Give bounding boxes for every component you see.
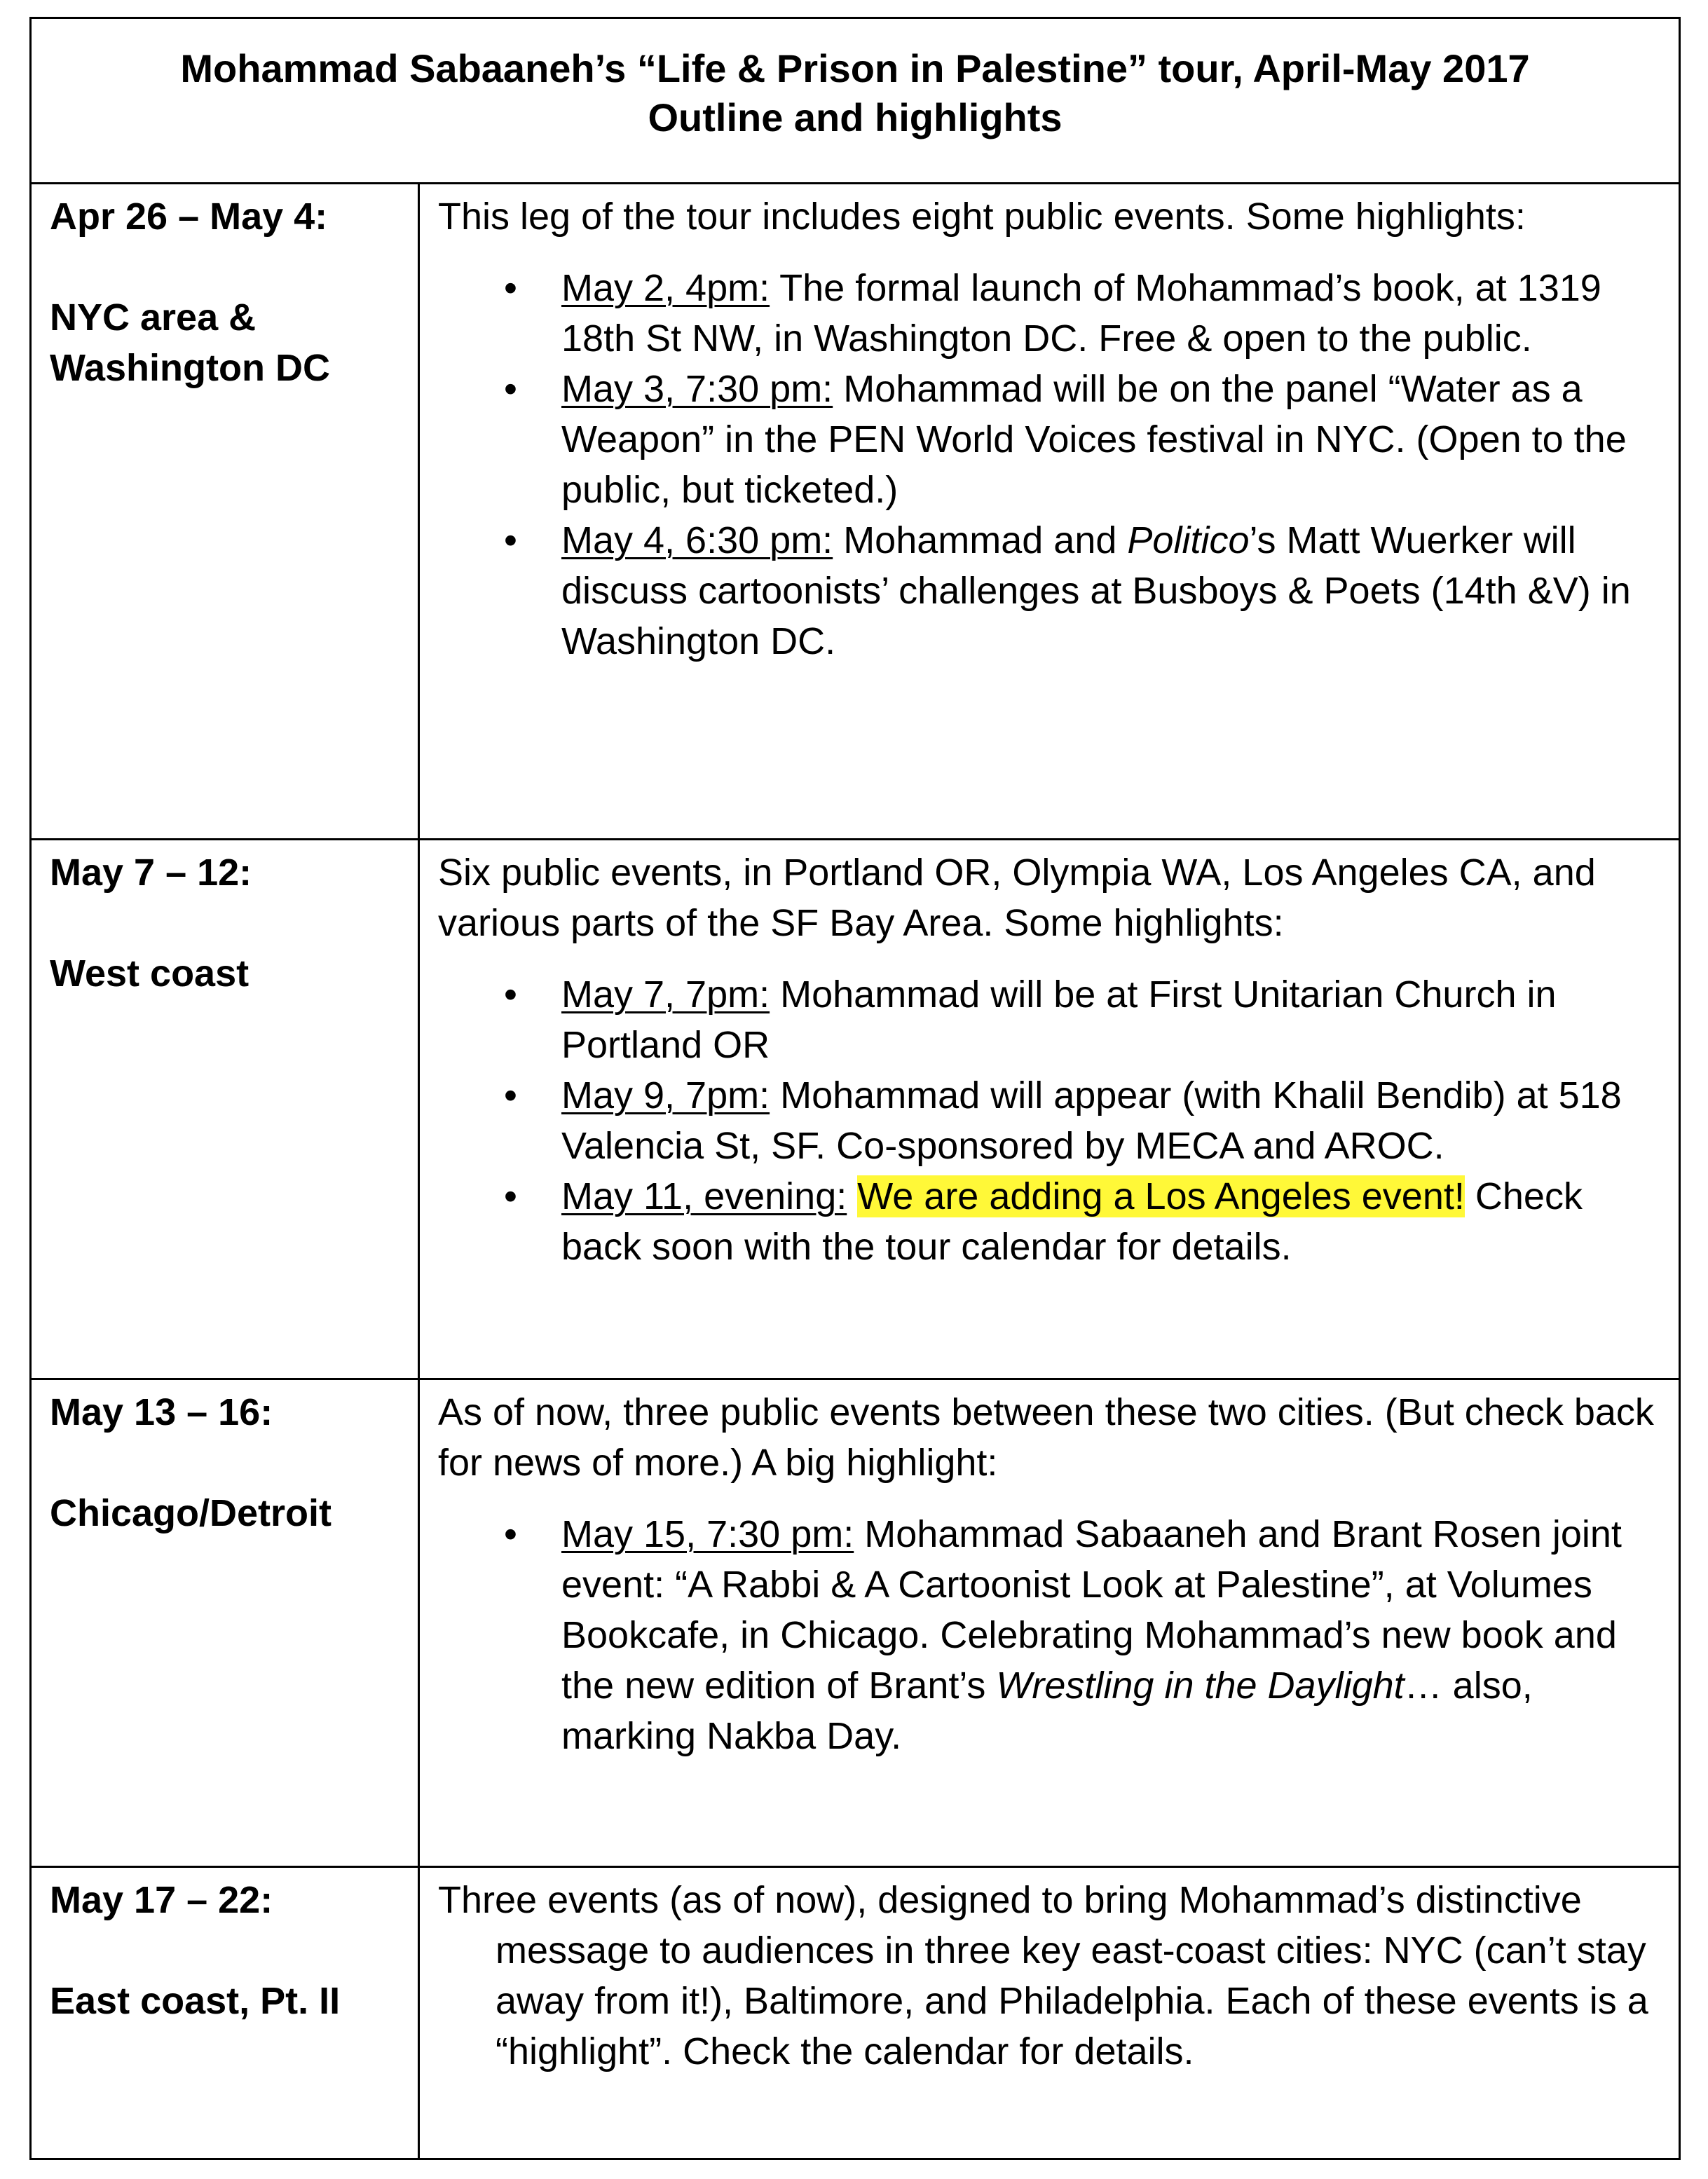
highlighted-announcement: We are adding a Los Angeles event!: [857, 1175, 1465, 1217]
event-datetime: May 3, 7:30 pm:: [561, 368, 833, 410]
leg-date-range: May 13 – 16:: [50, 1391, 273, 1433]
event-text: Check back soon with the tour calendar for details.: [561, 1175, 1583, 1268]
tour-leg-row: [32, 1380, 1679, 1868]
event-item: [438, 263, 1658, 364]
event-datetime: May 7, 7pm:: [561, 974, 770, 1016]
leg-description-cell: [420, 1868, 1679, 2158]
event-text: Mohammad Sabaaneh and Brant Rosen joint event: “A Rabbi & A Cartoonist Look at Palestine”, at Volumes Bookcafe, in Chicago. Celebrating Mohammad’s new book and the new edition of Brant’s: [561, 1513, 1622, 1707]
leg-date-range: Apr 26 – May 4:: [50, 196, 328, 238]
event-datetime: May 2, 4pm:: [561, 267, 770, 309]
bullet-icon: •: [504, 974, 517, 1016]
leg-date-cell: [32, 840, 420, 1378]
bullet-icon: •: [504, 267, 517, 309]
bullet-icon: •: [504, 368, 517, 410]
leg-date-range: May 17 – 22:: [50, 1879, 273, 1921]
event-datetime: May 9, 7pm:: [561, 1074, 770, 1116]
event-item: [438, 515, 1658, 667]
leg-date-cell: [32, 1868, 420, 2158]
leg-intro: Three events (as of now), designed to bring Mohammad’s distinctive message to audiences in three key east-coast cities: NYC (can’t stay away from it!), Baltimore, and Philadelphia. Each of these events is a “highlight”. Check the calendar for details.: [438, 1879, 1648, 2072]
event-item: [438, 1171, 1658, 1272]
tour-outline-table: [29, 17, 1681, 2160]
leg-date-cell: [32, 184, 420, 838]
leg-location: Chicago/Detroit: [50, 1492, 332, 1534]
leg-location: NYC area & Washington DC: [50, 296, 330, 389]
publication-name: Politico: [1127, 519, 1250, 561]
title-line-2: Outline and highlights: [648, 95, 1063, 139]
title-line-1: Mohammad Sabaaneh’s “Life & Prison in Palestine” tour, April-May 2017: [180, 46, 1530, 90]
bullet-icon: •: [504, 1175, 517, 1217]
event-text: The formal launch of Mohammad’s book, at 1319 18th St NW, in Washington DC. Free & open to the public.: [561, 267, 1601, 360]
document-title: [32, 19, 1679, 184]
bullet-icon: •: [504, 1513, 517, 1555]
leg-intro: This leg of the tour includes eight public events. Some highlights:: [438, 196, 1526, 238]
leg-description-cell: [420, 184, 1679, 838]
tour-leg-row: [32, 840, 1679, 1380]
event-list: [438, 1509, 1658, 1761]
event-item: [438, 364, 1658, 515]
event-item: [438, 969, 1658, 1070]
leg-date-range: May 7 – 12:: [50, 852, 252, 894]
leg-date-cell: [32, 1380, 420, 1866]
event-list: [438, 263, 1658, 667]
leg-intro: Six public events, in Portland OR, Olympia WA, Los Angeles CA, and various parts of the SF Bay Area. Some highlights:: [438, 852, 1596, 944]
event-item: [438, 1070, 1658, 1171]
event-text: Mohammad will be at First Unitarian Church in Portland OR: [561, 974, 1557, 1066]
leg-description-cell: [420, 1380, 1679, 1866]
leg-location: West coast: [50, 952, 250, 995]
event-text: … also, marking Nakba Day.: [561, 1665, 1533, 1757]
tour-leg-row: [32, 184, 1679, 840]
event-text: ’s Matt Wuerker will discuss cartoonists’ challenges at Busboys & Poets (14th &V) in Washington DC.: [561, 519, 1631, 662]
bullet-icon: •: [504, 1074, 517, 1116]
leg-description-cell: [420, 840, 1679, 1378]
event-text: Mohammad will be on the panel “Water as a Weapon” in the PEN World Voices festival in NYC. (Open to the public, but ticketed.): [561, 368, 1627, 511]
event-text: Mohammad will appear (with Khalil Bendib) at 518 Valencia St, SF. Co-sponsored by MECA and AROC.: [561, 1074, 1622, 1167]
book-title: Wrestling in the Daylight: [996, 1665, 1405, 1707]
tour-leg-row: [32, 1868, 1679, 2158]
event-datetime: May 15, 7:30 pm:: [561, 1513, 854, 1555]
event-item: [438, 1509, 1658, 1761]
event-datetime: May 11, evening:: [561, 1175, 847, 1217]
event-list: [438, 969, 1658, 1272]
event-text: Mohammad and: [833, 519, 1128, 561]
leg-intro: As of now, three public events between these two cities. (But check back for news of more.) A big highlight:: [438, 1391, 1654, 1484]
leg-location: East coast, Pt. II: [50, 1980, 341, 2022]
bullet-icon: •: [504, 519, 517, 561]
event-datetime: May 4, 6:30 pm:: [561, 519, 833, 561]
